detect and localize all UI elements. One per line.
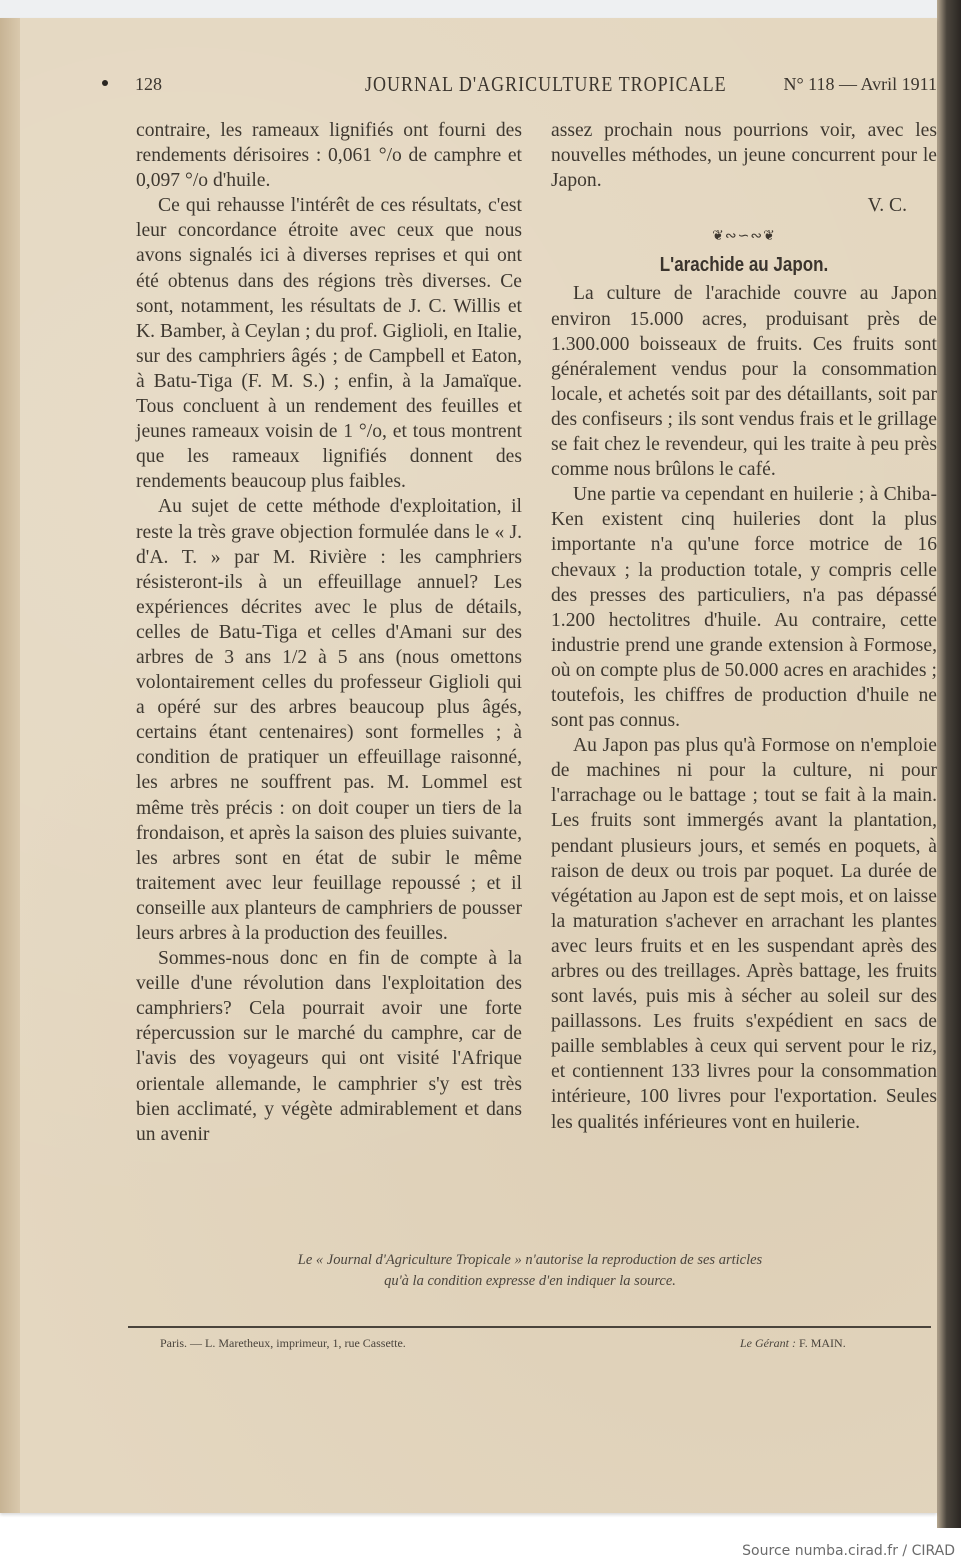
notice-line: Le « Journal d'Agriculture Tropicale » n'autorise la reproduction de ses articles — [297, 1252, 763, 1268]
printer-imprint: Paris. — L. Maretheux, imprimeur, 1, rue Cassette. — [160, 1336, 406, 1350]
right-column — [551, 118, 937, 1135]
paragraph: Une partie va cependant en huilerie ; à Chiba-Ken existent cinq huileries dont la plus importante n'a qu'une force motrice de 16 chevaux ; la production totale, y compris celle des presses des particuliers, n'a pas dépassé 1.200 hectolitres d'huile. Au contraire, cette industrie prend une grande extension à Formose, où on compte plus de 50.000 acres en arachides ; toutefois, les chiffres de production d'huile ne sont pas connus. — [551, 484, 937, 732]
manager-credit — [740, 1336, 846, 1351]
paragraph: La culture de l'arachide couvre au Japon environ 15.000 acres, produisant près de 1.300.000 boisseaux de fruits. Ces fruits sont généralement vendus pour la consommation locale, et achetés soit par des détaillants, soit par des confiseurs ; ils sont vendus frais et le grillage se fait chez le revendeur, qui les traite à peu près comme nous brûlons le café. — [551, 283, 937, 481]
paragraph: contraire, les rameaux lignifiés ont fourni des rendements dérisoires : 0,061 °/o de camphre et 0,097 °/o d'huile. — [136, 120, 522, 192]
reproduction-notice — [140, 1250, 920, 1292]
notice-line: qu'à la condition expresse d'en indiquer la source. — [384, 1273, 676, 1289]
issue-date: N° 118 — Avril 1911 — [783, 74, 937, 94]
signature-line — [551, 193, 937, 218]
page-binding-edge — [0, 18, 20, 1513]
ornament-divider-icon: ❦∾∽∾❦ — [712, 229, 776, 245]
article-title: L'arachide au Japon. — [659, 253, 829, 277]
page-number: 128 — [135, 74, 162, 94]
paragraph: Sommes-nous donc en fin de compte à la veille d'une révolution dans l'exploitation des camphriers? Cela pourrait avoir une forte répercussion sur le marché du camphre, car de l'avis des voyageurs qui ont visité l'Afrique orientale allemande, le camphrier s'y est très bien acclimaté, y végète admirablement et dans un avenir — [136, 948, 522, 1145]
footer-rule — [128, 1326, 931, 1328]
paragraph: Ce qui rehausse l'intérêt de ces résultats, c'est leur concordance étroite avec ceux que nous avons signalés ici à diverses reprises et qui ont été obtenus dans des régions très diverses. Ce sont, notamment, les résultats de J. C. Willis et K. Bamber, à Ceylan ; du prof. Giglioli, en Italie, sur des camphriers âgés ; de Campbell et Eaton, à Batu-Tiga (F. M. S.) ; enfin, à la Jamaïque. Tous concluent à un rendement des feuilles et jeunes rameaux voisin de 1 °/o, et tous montrent que les rameaux lignifiés donnent des rendements beaucoup plus faibles. — [136, 195, 522, 493]
scan-background — [0, 0, 961, 20]
left-column — [136, 118, 522, 1147]
journal-title: JOURNAL D'AGRICULTURE TROPICALE — [365, 72, 727, 96]
bullet-mark — [102, 80, 108, 86]
source-credit: Source numba.cirad.fr / CIRAD — [742, 1543, 955, 1559]
manager-name: F. MAIN. — [799, 1336, 846, 1350]
paragraph: Au Japon pas plus qu'à Formose on n'emploie de machines ni pour la culture, ni pour l'arrachage ou le battage ; tout se fait à la main. Les fruits sont immergés avant la plantation, pendant plusieurs jours, et semés en poquets, à raison de deux ou trois par poquet. La durée de végétation au Japon est de sept mois, et on laisse la maturation s'achever en arrachant les plantes avec leurs fruits et en les suspendant après des arbres ou des treillages. Après battage, les fruits sont lavés, puis mis à sécher au soleil sur des paillassons. Les fruits s'expédient en sacs de paille semblables à ceux qui servent pour le riz, et contiennent 133 livres pour la consommation intérieure, 100 livres pour l'exportation. Seules les qualités inférieures vont en huilerie. — [551, 735, 937, 1133]
running-header — [135, 74, 937, 100]
author-signature: V. C. — [867, 195, 907, 217]
paragraph: Au sujet de cette méthode d'exploitation, il reste la très grave objection formulée dans le « J. d'A. T. » par M. Rivière : les camphriers résisteront-ils à un effeuillage annuel? Les expériences décrites avec le plus de détails, celles de Batu-Tiga et celles d'Amani sur des arbres de 3 ans 1/2 à 5 ans (nous omettons volontairement celles du professeur Giglioli qui a opéré sur des arbres beaucoup plus âgés, certains étant centenaires) sont formelles ; à condition de pratiquer un effeuillage raisonné, les arbres ne souffrent pas. M. Lommel est même très précis : on doit couper un tiers de la frondaison, et après la saison des pluies suivante, les arbres sont en état de subir le même traitement avec leur feuillage repoussé ; et il conseille aux planteurs de camphriers de pousser leurs arbres à la production des feuilles. — [136, 496, 522, 944]
paragraph-continuation: assez prochain nous pourrions voir, avec les nouvelles méthodes, un jeune concurrent pour le Japon. — [551, 120, 937, 192]
scan-edge — [937, 0, 961, 1528]
manager-label: Le Gérant : — [740, 1336, 796, 1350]
